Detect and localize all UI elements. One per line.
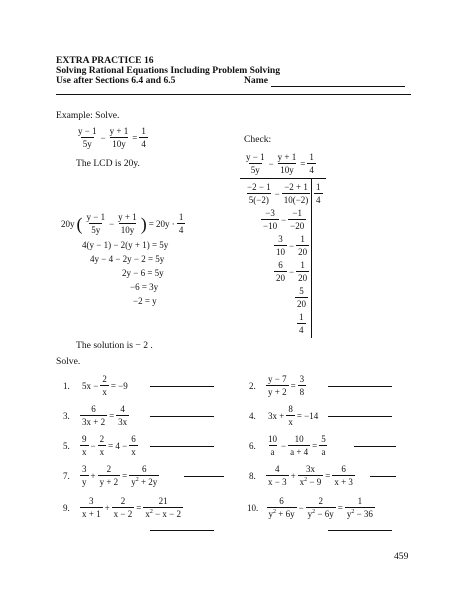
check-step-1: $\frac{-2 - 1}{5(-2)}$ − $\frac{-2 + 1}{10(-2)}$ (247, 182, 309, 205)
problem-10: 10. $\frac{6}{y^2 + 6y}$ − $\frac{2}{y^2 - 6y}$ = $\frac{1}{y^2 - 36}$ (247, 496, 373, 519)
page-number: 459 (394, 551, 409, 562)
solve-label: Solve. (56, 356, 81, 367)
problem-5-number: 5. (63, 440, 70, 451)
worksheet-subtitle: Solving Rational Equations Including Problem Solving (56, 65, 281, 76)
problem-10-number: 10. (247, 502, 259, 513)
check-rule (240, 178, 326, 179)
example-multiplied-equation: 20y ( $\frac{y - 1}{5y}$ − $\frac{y + 1}{10y}$ ) = 20y · $\frac{1}{4}$ (61, 212, 184, 235)
answer-blank-9[interactable] (150, 530, 214, 531)
problem-3: 3. $\frac{6}{3x + 2}$ = $\frac{4}{3x}$ (63, 404, 128, 427)
example-label: Example: Solve. (56, 110, 120, 121)
problem-7: 7. $\frac{3}{y}$ + $\frac{2}{y + 2}$ = $\frac{6}{y^2 + 2y}$ (63, 464, 158, 487)
answer-blank-3[interactable] (150, 416, 214, 417)
check-step-6: $\frac{1}{4}$ (299, 312, 304, 335)
problem-2-number: 2. (249, 380, 256, 391)
solution-statement: The solution is − 2 . (76, 340, 153, 351)
example-step-3: 2y − 6 = 5y (122, 268, 164, 278)
check-step-3: $\frac{3}{10}$ − $\frac{1}{20}$ (276, 234, 308, 257)
check-equation: $\frac{y - 1}{5y}$ − $\frac{y + 1}{10y}$ = $\frac{1}{4}$ (246, 152, 314, 175)
name-field-line[interactable] (271, 86, 405, 87)
problem-4-number: 4. (249, 410, 256, 421)
sections-note: Use after Sections 6.4 and 6.5 (56, 75, 176, 86)
problem-6: 6. $\frac{10}{a}$ − $\frac{10}{a + 4}$ = $\frac{5}{a}$ (249, 434, 326, 457)
problem-1: 1. 5x − $\frac{2}{x}$ = −9 (63, 374, 128, 397)
answer-blank-10[interactable] (328, 530, 392, 531)
answer-blank-1[interactable] (150, 386, 214, 387)
problem-4: 4. 3x + $\frac{8}{x}$ = −14 (249, 404, 319, 427)
problem-9-number: 9. (63, 502, 70, 513)
worksheet-title: EXTRA PRACTICE 16 (56, 55, 154, 66)
problem-7-number: 7. (63, 470, 70, 481)
check-step-5: $\frac{5}{20}$ (297, 286, 306, 309)
check-step-4: $\frac{6}{20}$ − $\frac{1}{20}$ (276, 260, 308, 283)
problem-2: 2. $\frac{y - 7}{y + 2}$ = $\frac{3}{8}$ (249, 374, 305, 397)
example-equation: $\frac{y - 1}{5y}$ − $\frac{y + 1}{10y}$ = $\frac{1}{4}$ (78, 126, 146, 149)
problem-5: 5. $\frac{9}{x}$ − $\frac{2}{x}$ = 4 − $\frac{6}{x}$ (63, 434, 136, 457)
example-step-5: −2 = y (133, 296, 157, 306)
check-right-side: $\frac{1}{4}$ (316, 182, 321, 205)
name-label: Name (244, 75, 268, 86)
example-step-1: 4(y − 1) − 2(y + 1) = 5y (82, 240, 169, 250)
problem-8-number: 8. (249, 470, 256, 481)
problem-9: 9. $\frac{3}{x + 1}$ + $\frac{2}{x - 2}$ = $\frac{21}{x^2 - x - 2}$ (63, 496, 181, 519)
example-step-2: 4y − 4 − 2y − 2 = 5y (90, 254, 165, 264)
check-label: Check: (244, 134, 272, 145)
lcd-note: The LCD is 20y. (76, 158, 140, 169)
problem-3-number: 3. (63, 410, 70, 421)
answer-blank-7[interactable] (184, 476, 224, 477)
answer-blank-5[interactable] (150, 446, 214, 447)
answer-blank-2[interactable] (328, 386, 392, 387)
example-step-4: −6 = 3y (130, 282, 159, 292)
header-rule (56, 94, 411, 95)
answer-blank-4[interactable] (328, 416, 392, 417)
answer-blank-6[interactable] (354, 446, 396, 447)
check-step-2: $\frac{-3}{-10}$ − $\frac{-1}{-20}$ (263, 208, 305, 231)
problem-1-number: 1. (63, 380, 70, 391)
problem-6-number: 6. (249, 440, 256, 451)
answer-blank-8[interactable] (370, 476, 396, 477)
problem-8: 8. $\frac{4}{x - 3}$ + $\frac{3x}{x^2 - 9}$ = $\frac{6}{x + 3}$ (249, 464, 353, 487)
